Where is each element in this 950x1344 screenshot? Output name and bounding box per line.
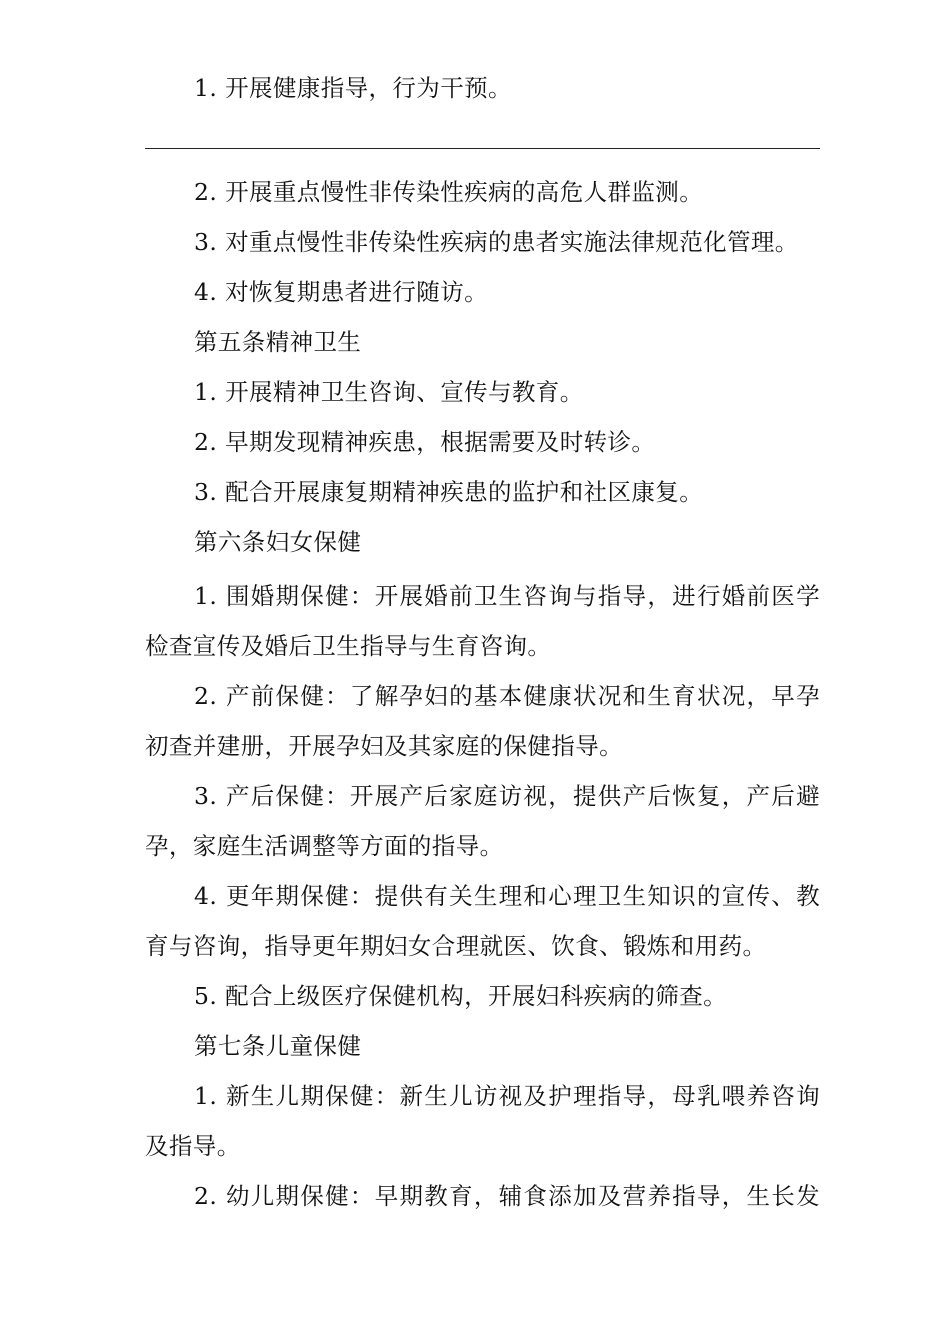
horizontal-divider (145, 148, 820, 149)
paragraph-line: 1. 开展健康指导，行为干预。 (194, 74, 512, 102)
paragraph-line: 3. 产后保健：开展产后家庭访视，提供产后恢复，产后避 (194, 782, 820, 810)
paragraph-line: 孕，家庭生活调整等方面的指导。 (145, 832, 504, 860)
paragraph-line: 1. 新生儿期保健：新生儿访视及护理指导，母乳喂养咨询 (194, 1082, 820, 1110)
section-heading: 第五条精神卫生 (194, 328, 362, 356)
paragraph-line: 4. 对恢复期患者进行随访。 (194, 278, 488, 306)
paragraph-line: 5. 配合上级医疗保健机构，开展妇科疾病的筛查。 (194, 982, 727, 1010)
paragraph-line: 3. 对重点慢性非传染性疾病的患者实施法律规范化管理。 (194, 228, 799, 256)
paragraph-line: 1. 开展精神卫生咨询、宣传与教育。 (194, 378, 584, 406)
paragraph-line: 育与咨询，指导更年期妇女合理就医、饮食、锻炼和用药。 (145, 932, 767, 960)
paragraph-line: 4. 更年期保健：提供有关生理和心理卫生知识的宣传、教 (194, 882, 820, 910)
section-heading: 第七条儿童保健 (194, 1032, 362, 1060)
paragraph-line: 3. 配合开展康复期精神疾患的监护和社区康复。 (194, 478, 704, 506)
paragraph-line: 检查宣传及婚后卫生指导与生育咨询。 (145, 632, 552, 660)
paragraph-line: 及指导。 (145, 1132, 241, 1160)
paragraph-line: 初查并建册，开展孕妇及其家庭的保健指导。 (145, 732, 623, 760)
paragraph-line: 1. 围婚期保健：开展婚前卫生咨询与指导，进行婚前医学 (194, 582, 820, 610)
paragraph-line: 2. 早期发现精神疾患，根据需要及时转诊。 (194, 428, 656, 456)
section-heading: 第六条妇女保健 (194, 528, 362, 556)
paragraph-line: 2. 开展重点慢性非传染性疾病的高危人群监测。 (194, 178, 704, 206)
paragraph-line: 2. 产前保健：了解孕妇的基本健康状况和生育状况，早孕 (194, 682, 820, 710)
paragraph-line: 2. 幼儿期保健：早期教育，辅食添加及营养指导，生长发 (194, 1182, 820, 1210)
